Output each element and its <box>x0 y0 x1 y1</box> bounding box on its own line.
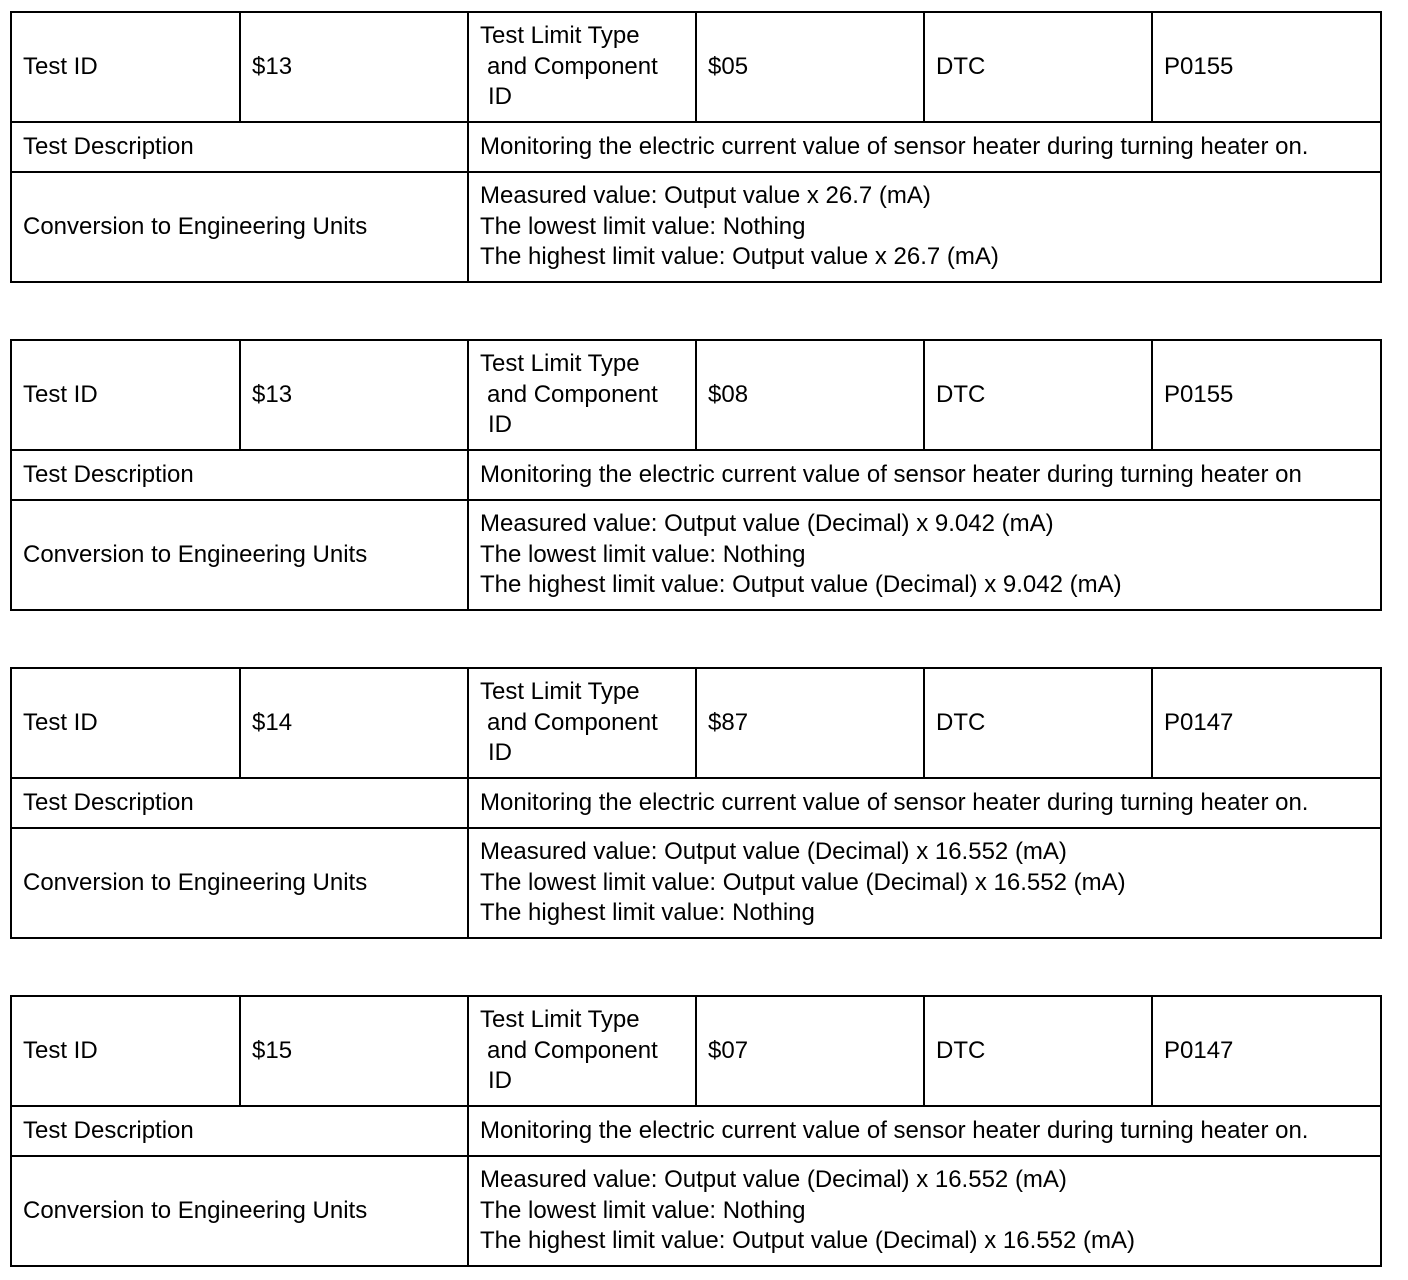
test-table-2 <box>10 339 1382 611</box>
limit-type-label: Test Limit Type and Component ID <box>468 340 696 450</box>
test-id-label: Test ID <box>11 668 240 778</box>
measured-value-line: Measured value: Output value (Decimal) x 16.552 (mA) <box>480 838 1067 866</box>
test-table-4 <box>10 995 1382 1267</box>
highest-limit-line: The highest limit value: Output value (Decimal) x 16.552 (mA) <box>480 1227 1135 1255</box>
conversion-row <box>11 172 1381 282</box>
limit-type-value: $07 <box>696 996 924 1106</box>
test-description-label: Test Description <box>11 122 468 172</box>
dtc-value: P0155 <box>1152 340 1381 450</box>
limit-type-value: $87 <box>696 668 924 778</box>
test-id-label: Test ID <box>11 12 240 122</box>
test-id-value: $14 <box>240 668 468 778</box>
test-id-value: $13 <box>240 12 468 122</box>
conversion-label: Conversion to Engineering Units <box>11 500 468 610</box>
dtc-value: P0155 <box>1152 12 1381 122</box>
test-description-label: Test Description <box>11 1106 468 1156</box>
highest-limit-line: The highest limit value: Output value (Decimal) x 9.042 (mA) <box>480 571 1122 599</box>
test-table-3 <box>10 667 1382 939</box>
limit-type-label: Test Limit Type and Component ID <box>468 996 696 1106</box>
conversion-label: Conversion to Engineering Units <box>11 828 468 938</box>
dtc-label: DTC <box>924 12 1152 122</box>
test-description-value: Monitoring the electric current value of sensor heater during turning heater on <box>468 450 1381 500</box>
conversion-value <box>468 500 1381 610</box>
test-id-value: $13 <box>240 340 468 450</box>
conversion-value <box>468 828 1381 938</box>
dtc-value: P0147 <box>1152 668 1381 778</box>
conversion-value <box>468 172 1381 282</box>
conversion-row <box>11 828 1381 938</box>
dtc-label: DTC <box>924 668 1152 778</box>
test-id-label: Test ID <box>11 340 240 450</box>
table-header-row <box>11 668 1381 778</box>
dtc-label: DTC <box>924 996 1152 1106</box>
description-row <box>11 122 1381 172</box>
lowest-limit-line: The lowest limit value: Nothing <box>480 540 806 568</box>
table-header-row <box>11 996 1381 1106</box>
description-row <box>11 450 1381 500</box>
test-description-value: Monitoring the electric current value of sensor heater during turning heater on. <box>468 122 1381 172</box>
test-table-1 <box>10 11 1382 283</box>
lowest-limit-line: The lowest limit value: Nothing <box>480 212 806 240</box>
limit-type-label: Test Limit Type and Component ID <box>468 668 696 778</box>
conversion-label: Conversion to Engineering Units <box>11 1156 468 1266</box>
lowest-limit-line: The lowest limit value: Nothing <box>480 1196 806 1224</box>
conversion-value <box>468 1156 1381 1266</box>
highest-limit-line: The highest limit value: Output value x 26.7 (mA) <box>480 243 999 271</box>
measured-value-line: Measured value: Output value (Decimal) x 16.552 (mA) <box>480 1166 1067 1194</box>
description-row <box>11 778 1381 828</box>
test-description-label: Test Description <box>11 778 468 828</box>
highest-limit-line: The highest limit value: Nothing <box>480 899 815 927</box>
limit-type-value: $05 <box>696 12 924 122</box>
measured-value-line: Measured value: Output value x 26.7 (mA) <box>480 182 931 210</box>
measured-value-line: Measured value: Output value (Decimal) x 9.042 (mA) <box>480 510 1054 538</box>
test-description-label: Test Description <box>11 450 468 500</box>
test-id-label: Test ID <box>11 996 240 1106</box>
dtc-label: DTC <box>924 340 1152 450</box>
test-description-value: Monitoring the electric current value of sensor heater during turning heater on. <box>468 1106 1381 1156</box>
limit-type-label: Test Limit Type and Component ID <box>468 12 696 122</box>
test-id-value: $15 <box>240 996 468 1106</box>
limit-type-value: $08 <box>696 340 924 450</box>
dtc-value: P0147 <box>1152 996 1381 1106</box>
table-header-row <box>11 340 1381 450</box>
lowest-limit-line: The lowest limit value: Output value (Decimal) x 16.552 (mA) <box>480 868 1126 896</box>
table-header-row <box>11 12 1381 122</box>
conversion-row <box>11 500 1381 610</box>
conversion-label: Conversion to Engineering Units <box>11 172 468 282</box>
conversion-row <box>11 1156 1381 1266</box>
description-row <box>11 1106 1381 1156</box>
test-description-value: Monitoring the electric current value of sensor heater during turning heater on. <box>468 778 1381 828</box>
